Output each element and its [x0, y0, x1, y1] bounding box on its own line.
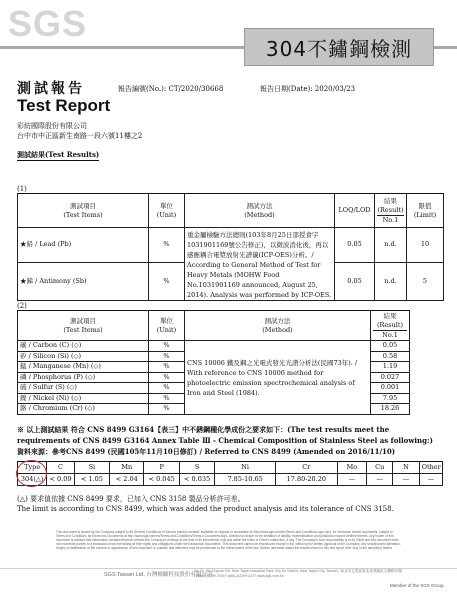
- report-title-zh: 測試報告: [17, 81, 85, 97]
- table3-header: Cu: [367, 462, 393, 474]
- footnote-line2: The limit is according to CNS 8499, which was added the product analysis and its tolerance of CNS 3158.: [17, 505, 394, 513]
- report-number: 報告編號(No.): CT/2020/30668: [118, 85, 224, 93]
- table2-result: 18.26: [371, 404, 410, 415]
- heavy-metals-table: [17, 193, 444, 301]
- title-box-text: 304不鏽鋼檢測: [265, 36, 413, 61]
- table2-item: 碳 / Carbon (C) (◇): [18, 341, 149, 352]
- table-row: [18, 228, 444, 263]
- sgs-logo-text: SGS: [8, 3, 88, 44]
- table1-header-limit: 限值 (Limit): [407, 194, 444, 228]
- table2-item: 鉻 / Chromium (Cr) (◇): [18, 404, 149, 415]
- table1-unit: %: [149, 228, 185, 263]
- table2-unit: %: [149, 372, 185, 383]
- table2-unit: %: [149, 341, 185, 352]
- table1-limit: 5: [407, 262, 444, 300]
- table1-item-antimony: ★銻 / Antimony (Sb): [18, 262, 149, 300]
- conclusion-line3: 資料來源：參考CNS 8499 (民國105年11月10日修訂) / Referred to CNS 8499 (Amended on 2016/11/10): [17, 447, 396, 456]
- table1-header-row: [18, 194, 444, 228]
- conclusion-line2: requirements of CNS 8499 G3164 Annex Table Ⅲ - Chemical Composition of Stainless Steel as following:): [17, 436, 433, 445]
- table2-header-row: [18, 311, 410, 341]
- table1-loq: 0.05: [335, 228, 375, 263]
- table2-header-unit: 單位 (Unit): [149, 311, 185, 341]
- table2-header-item: 測試項目 (Test Items): [18, 311, 149, 341]
- table1-header-item: 測試項目 (Test Items): [18, 194, 149, 228]
- table1-result: n.d.: [375, 228, 407, 263]
- table2-header-method: 測試方法 (Method): [185, 311, 371, 341]
- table3-cell: —: [419, 474, 442, 486]
- table2-unit: %: [149, 383, 185, 394]
- table1-result: n.d.: [375, 262, 407, 300]
- table3-header: Other: [419, 462, 442, 474]
- type-highlight-circle: [16, 460, 47, 487]
- table2-item: 磷 / Phosphorus (P) (◇): [18, 372, 149, 383]
- table2-item: 矽 / Silicon (Si) (◇): [18, 351, 149, 362]
- table2-result: 0.05: [371, 341, 410, 352]
- table1-limit: 10: [407, 228, 444, 263]
- table2-result: 1.19: [371, 362, 410, 373]
- company-name: 彩紡國際股份有限公司: [17, 122, 87, 130]
- table1-loq: 0.05: [335, 262, 375, 300]
- table3-header: Type: [18, 462, 47, 474]
- table2-unit: %: [149, 351, 185, 362]
- table-row: [18, 474, 443, 486]
- report-title-en: Test Report: [17, 96, 111, 115]
- table3-cell: —: [367, 474, 393, 486]
- table3-header: Si: [74, 462, 109, 474]
- table2-unit: %: [149, 404, 185, 415]
- table-row: [18, 341, 410, 352]
- table3-cell: 17.80-20.20: [275, 474, 337, 486]
- table3-header: S: [179, 462, 214, 474]
- table1-item-lead: ★鉛 / Lead (Pb): [18, 228, 149, 263]
- table1-header-method: 測試方法 (Method): [185, 194, 335, 228]
- table2-unit: %: [149, 362, 185, 373]
- chemical-composition-table: [17, 310, 410, 415]
- table3-header: C: [47, 462, 74, 474]
- section-title: 測試結果(Test Results): [17, 150, 100, 159]
- table2-header-result: 結果 (Result) No.1: [371, 311, 410, 341]
- table3-cell: < 0.09: [47, 474, 74, 486]
- table3-header: P: [144, 462, 179, 474]
- table3-header: Ni: [215, 462, 276, 474]
- table3-cell: < 1.05: [74, 474, 109, 486]
- footer-company: SGS Taiwan Ltd. 台灣檢驗科技股份有限公司: [104, 572, 213, 578]
- table2-index: (2): [17, 302, 27, 310]
- table3-header: N: [393, 462, 419, 474]
- table3-cell: —: [337, 474, 366, 486]
- table2-result: 7.95: [371, 393, 410, 404]
- table2-result: 0.027: [371, 372, 410, 383]
- table3-header: Mo: [337, 462, 366, 474]
- table2-item: 硫 / Sulfur (S) (◇): [18, 383, 149, 394]
- table1-header-loq: LOQ/LOD: [335, 194, 375, 228]
- company-address: 台中市中正區新生南路一段六號11樓之2: [17, 132, 143, 140]
- report-date: 報告日期(Date): 2020/03/23: [260, 85, 356, 93]
- stainless-steel-spec-table: [17, 461, 443, 486]
- table3-cell: 7.85-10.65: [215, 474, 276, 486]
- table2-method: CNS 10006 鐵及鋼之光電式發光光譜分析法(民國73年). / With reference to CNS 10006 method for photoelectric emission spectrochemical analysis of Iron and Steel (1984).: [185, 341, 371, 415]
- table2-item: 錳 / Manganese (Mn) (◇): [18, 362, 149, 373]
- footer-member: Member of the SGS Group: [390, 583, 444, 588]
- table3-cell: —: [393, 474, 419, 486]
- table1-header-unit: 單位 (Unit): [149, 194, 185, 228]
- table3-cell: < 2.04: [110, 474, 144, 486]
- table3-header: Cr: [275, 462, 337, 474]
- table1-unit: %: [149, 262, 185, 300]
- table1-method: 重金屬檢驗方法總則(103年8月25日部授食字1031901169號公告修正)，以微波消化後，再以感應耦合電漿放射光譜儀(ICP-OES)分析。/ According to General Method of Test for Heavy Metals (MOHW Food No.1031901169 announced, August 25, 2014). Analysis was performed by ICP-OES.: [185, 228, 335, 301]
- table2-unit: %: [149, 393, 185, 404]
- table3-cell: < 0.045: [144, 474, 179, 486]
- table2-item: 鎳 / Nickel (Ni) (◇): [18, 393, 149, 404]
- table3-cell: < 0.035: [179, 474, 214, 486]
- conclusion-line1: ※ 以上測試結果 符合 CNS 8499 G3164【表三】中不銹鋼種化學成份之要求如下：(The test results meet the: [17, 425, 390, 434]
- footnote-line1: (△) 要求值依據 CNS 8499 要求，已加入 CNS 3158 製品分析許可差。: [17, 495, 245, 503]
- title-box: [244, 28, 434, 66]
- legal-disclaimer: This document is issued by the Company subject to its General Conditions of Service printed overleaf, available on request or accessible at http://www.sgs.com/en/Terms-and-Conditions.aspx and, for electronic format documents, subject to Terms and Conditions for Electronic Documents at http://www.sgs.com/en/Terms-and-Conditions/Terms-e-Document.aspx. Attention is drawn to the limitation of liability, indemnification and jurisdiction issues defined therein. Any holder of this document is advised that information contained hereon reflects the Company's findings at the time of its intervention only and within the limits of Client's instruction, if any. The Company's sole responsibility is to its Client and this document does not exonerate parties to a transaction from exercising all their rights and obligations under the transaction documents. This document cannot be reproduced except in full, without prior written approval of the Company. Any unauthorized alteration, forgery or falsification of the content or appearance of this document is unlawful and offenders may be prosecuted to the fullest extent of the law. Unless otherwise stated the results shown in this test report refer only to the sample(s) tested.: [56, 530, 401, 550]
- footer-address: No.33, Wu Chyuan Rd. New Taipei Industrial Park, Wu Ku District, New Taipei City, Taiwan / 新北市五股區新北產業園區五權路33號 t (886-2)2299 3939 f (886-2)2299 3237 www.sgs.com.tw: [194, 569, 403, 578]
- table3-header-row: [18, 462, 443, 474]
- table3-cell: 304(△): [18, 474, 47, 486]
- table1-header-result: 結果 (Result) No.1: [375, 194, 407, 228]
- table2-result: 0.58: [371, 351, 410, 362]
- table1-index: (1): [17, 185, 27, 193]
- table3-header: Mn: [110, 462, 144, 474]
- table2-result: 0.001: [371, 383, 410, 394]
